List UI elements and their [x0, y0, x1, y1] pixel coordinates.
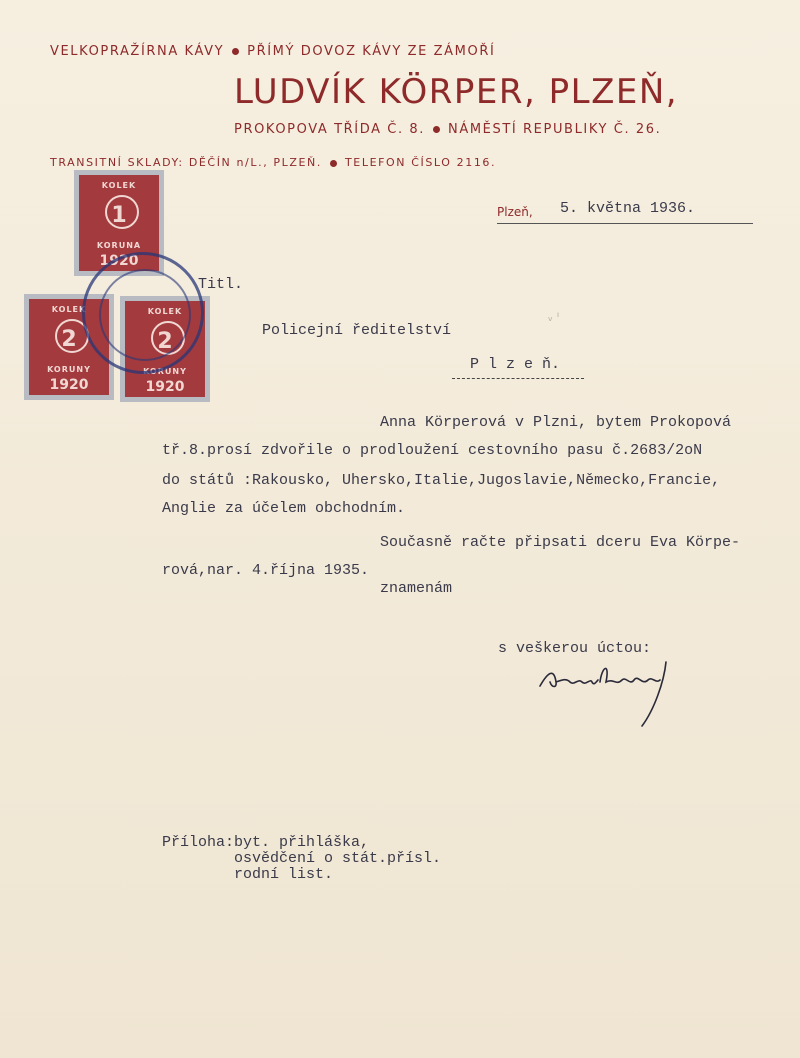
city-underline [452, 378, 584, 379]
postmark-circle [82, 252, 204, 374]
body-line: rová,nar. 4.října 1935. [162, 562, 370, 579]
letterhead-line-4 [50, 156, 496, 169]
bullet-dot [330, 160, 337, 167]
revenue-stamp-1: KOLEK 1 KORUNA 1920 [74, 170, 164, 276]
date-underline [497, 223, 753, 224]
bullet-dot [433, 126, 440, 133]
recipient-city: P l z e ň. [470, 356, 561, 373]
revenue-stamp-2: KOLEK 2 KORUNY 1920 [24, 294, 114, 400]
body-line: tř.8.prosí zdvořile o prodloužení cestovního pasu č.2683/2oN [162, 442, 703, 459]
letterhead-roastery: VELKOPRAŽÍRNA KÁVY [50, 44, 225, 59]
revenue-stamp-3: KOLEK 2 KORUNY 1920 [120, 296, 210, 402]
attachment-item: rodní list. [234, 866, 334, 883]
letterhead-address-2: NÁMĚSTÍ REPUBLIKY Č. 26. [448, 122, 662, 137]
recipient: Policejní ředitelství [262, 322, 452, 339]
attachments-label: Příloha: [162, 834, 235, 851]
body-line: Současně račte připsati dceru Eva Körpe- [380, 534, 741, 551]
place-label: Plzeň, [497, 205, 533, 219]
letterhead-line-1 [50, 44, 495, 59]
letterhead-phone: TELEFON ČÍSLO 2116. [344, 156, 497, 169]
signature-image [530, 652, 680, 732]
body-line: do států :Rakousko, Uhersko,Italie,Jugoslavie,Německo,Francie, [162, 472, 721, 489]
letterhead-address: PROKOPOVA TŘÍDA Č. 8. [234, 122, 426, 137]
attachment-item: osvědčení o stát.přísl. [234, 850, 442, 867]
pencil-mark: ᵥ ᴵ [548, 310, 560, 324]
letterhead-import: PŘÍMÝ DOVOZ KÁVY ZE ZÁMOŘÍ [247, 44, 496, 59]
bullet-dot [232, 48, 239, 55]
body-line: Anglie za účelem obchodním. [162, 500, 406, 517]
letterhead-warehouses: TRANSITNÍ SKLADY: DĚČÍN n/L., PLZEŇ. [50, 156, 322, 169]
body-line: znamenám [380, 580, 453, 597]
closing: s veškerou úctou: [498, 640, 652, 657]
letterhead-line-3 [234, 122, 661, 137]
firm-name: LUDVÍK KÖRPER, PLZEŇ, [234, 72, 679, 112]
attachment-item: byt. přihláška, [234, 834, 370, 851]
body-line: Anna Körperová v Plzni, bytem Prokopová [380, 414, 732, 431]
letter-date: 5. května 1936. [560, 200, 696, 217]
salutation: Titl. [198, 276, 244, 293]
